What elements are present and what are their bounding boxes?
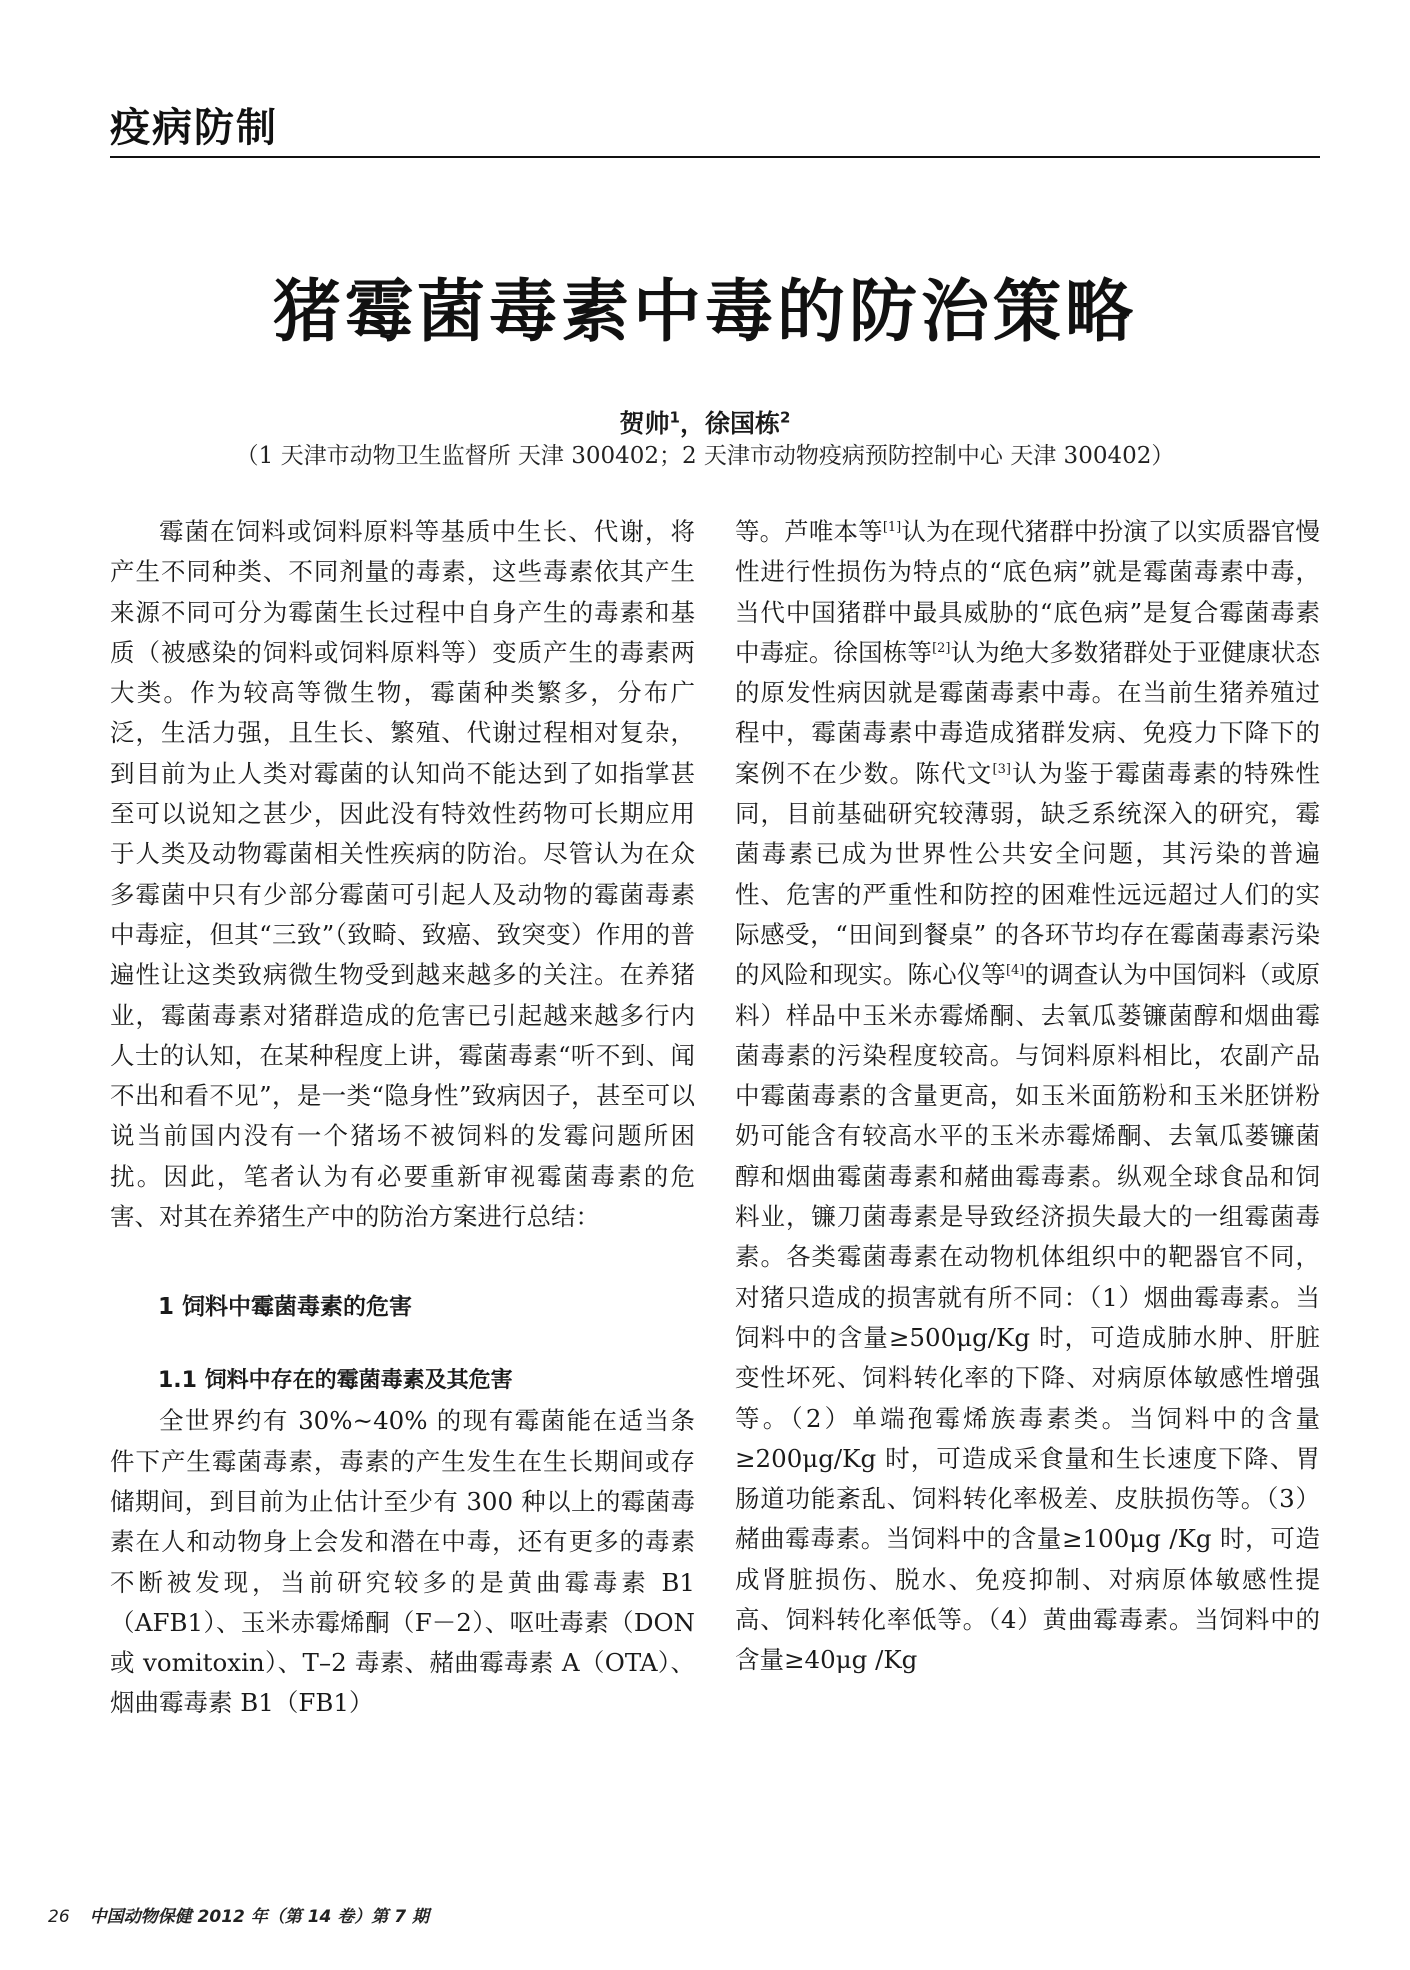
page-number: 26	[48, 1907, 70, 1927]
citation-4: [4]	[1005, 963, 1025, 979]
citation-1: [1]	[882, 519, 902, 535]
text-segment: 认为鉴于霉菌毒素的特殊性同，目前基础研究较薄弱，缺乏系统深入的研究，霉菌毒素已成为世界性公共安全问题，其污染的普遍性、危害的严重性和防控的困难性远远超过人们的实际感受，“田间到餐桌” 的各环节均存在霉菌毒素污染的风险和现实。陈心仪等	[735, 758, 1321, 990]
author-2-affiliation-mark: 2	[780, 408, 791, 427]
right-column	[735, 512, 1320, 1681]
citation-2: [2]	[932, 640, 951, 656]
text-segment: 的调查认为中国饲料（或原料）样品中玉米赤霉烯酮、去氧瓜蒌镰菌醇和烟曲霉菌毒素的污染程度较高。与饲料原料相比，农副产品中霉菌毒素的含量更高，如玉米面筋粉和玉米胚饼粉奶可能含有较高水平的玉米赤霉烯酮、去氧瓜蒌镰菌醇和烟曲霉菌毒素和赭曲霉毒素。纵观全球食品和饲料业，镰刀菌毒素是导致经济损失最大的一组霉菌毒素。各类霉菌毒素在动物机体组织中的靶器官不同，对猪只造成的损害就有所不同：（1）烟曲霉毒素。当饲料中的含量≥500μg/Kg 时，可造成肺水肿、肝脏变性坏死、饲料转化率的下降、对病原体敏感性增强等。（2）单端孢霉烯族毒素类。当饲料中的含量≥200μg/Kg 时，可造成采食量和生长速度下降、胃肠道功能紊乱、饲料转化率极差、皮肤损伤等。（3）赭曲霉毒素。当饲料中的含量≥100μg /Kg 时，可造成肾脏损伤、脱水、免疫抑制、对病原体敏感性提高、饲料转化率低等。（4）黄曲霉毒素。当饲料中的含量≥40μg /Kg	[735, 960, 1321, 1675]
authors	[0, 404, 1410, 440]
author-1: 贺帅	[619, 409, 670, 438]
section-label: 疫病防制	[110, 105, 278, 151]
header-rule	[110, 156, 1320, 158]
author-separator: ，	[679, 409, 705, 438]
text-segment: 等。芦唯本等	[735, 517, 883, 546]
text-segment: 认为在现代猪群中扮演了以实质器官慢性进行性损伤为特点的“底色病”就是霉菌毒素中毒，当代中国猪群中最具威胁的“底色病”是复合霉菌毒素中毒症。徐国栋等	[735, 517, 1321, 667]
journal-info: 中国动物保健 2012 年（第 14 卷）第 7 期	[89, 1907, 429, 1927]
author-1-affiliation-mark: 1	[669, 408, 680, 427]
heading-section-1-1: 1.1 饲料中存在的霉菌毒素及其危害	[158, 1368, 513, 1394]
citation-3: [3]	[992, 761, 1011, 777]
text-segment: 认为绝大多数猪群处于亚健康状态的原发性病因就是霉菌毒素中毒。在当前生猪养殖过程中，霉菌毒素中毒造成猪群发病、免疫力下降下的案例不在少数。陈代文	[735, 637, 1321, 788]
page-footer	[48, 1902, 429, 1927]
heading-section-1: 1 饲料中霉菌毒素的危害	[158, 1294, 413, 1321]
continued-paragraph	[735, 512, 1320, 1681]
intro-paragraph: 霉菌在饲料或饲料原料等基质中生长、代谢，将产生不同种类、不同剂量的毒素，这些毒素依其产生来源不同可分为霉菌生长过程中自身产生的毒素和基质（被感染的饲料或饲料原料等）变质产生的毒素两大类。作为较高等微生物，霉菌种类繁多，分布广泛，生活力强，且生长、繁殖、代谢过程相对复杂，到目前为止人类对霉菌的认知尚不能达到了如指掌甚至可以说知之甚少，因此没有特效性药物可长期应用于人类及动物霉菌相关性疾病的防治。尽管认为在众多霉菌中只有少部分霉菌可引起人及动物的霉菌毒素中毒症，但其“三致”（致畸、致癌、致突变）作用的普遍性让这类致病微生物受到越来越多的关注。在养猪业，霉菌毒素对猪群造成的危害已引起越来越多行内人士的认知，在某种程度上讲，霉菌毒素“听不到、闻不出和看不见”，是一类“隐身性”致病因子，甚至可以说当前国内没有一个猪场不被饲料的发霉问题所困扰。因此，笔者认为有必要重新审视霉菌毒素的危害、对其在养猪生产中的防治方案进行总结：	[110, 517, 695, 1232]
section-1-1-paragraph: 全世界约有 30%~40% 的现有霉菌能在适当条件下产生霉菌毒素，毒素的产生发生在生长期间或存储期间，到目前为止估计至少有 300 种以上的霉菌毒素在人和动物身上会发和潜在中毒，还有更多的毒素不断被发现，当前研究较多的是黄曲霉毒素 B1（AFB1）、玉米赤霉烯酮（F－2）、呕吐毒素（DON 或 vomitoxin）、T–2 毒素、赭曲霉毒素 A（OTA）、烟曲霉毒素 B1（FB1）	[110, 1406, 695, 1718]
article-title: 猪霉菌毒素中毒的防治策略	[272, 273, 1137, 352]
author-2: 徐国栋	[705, 409, 781, 438]
left-column	[110, 512, 695, 1724]
affiliation: （1 天津市动物卫生监督所 天津 300402；2 天津市动物疫病预防控制中心 天津 300402）	[235, 443, 1175, 469]
